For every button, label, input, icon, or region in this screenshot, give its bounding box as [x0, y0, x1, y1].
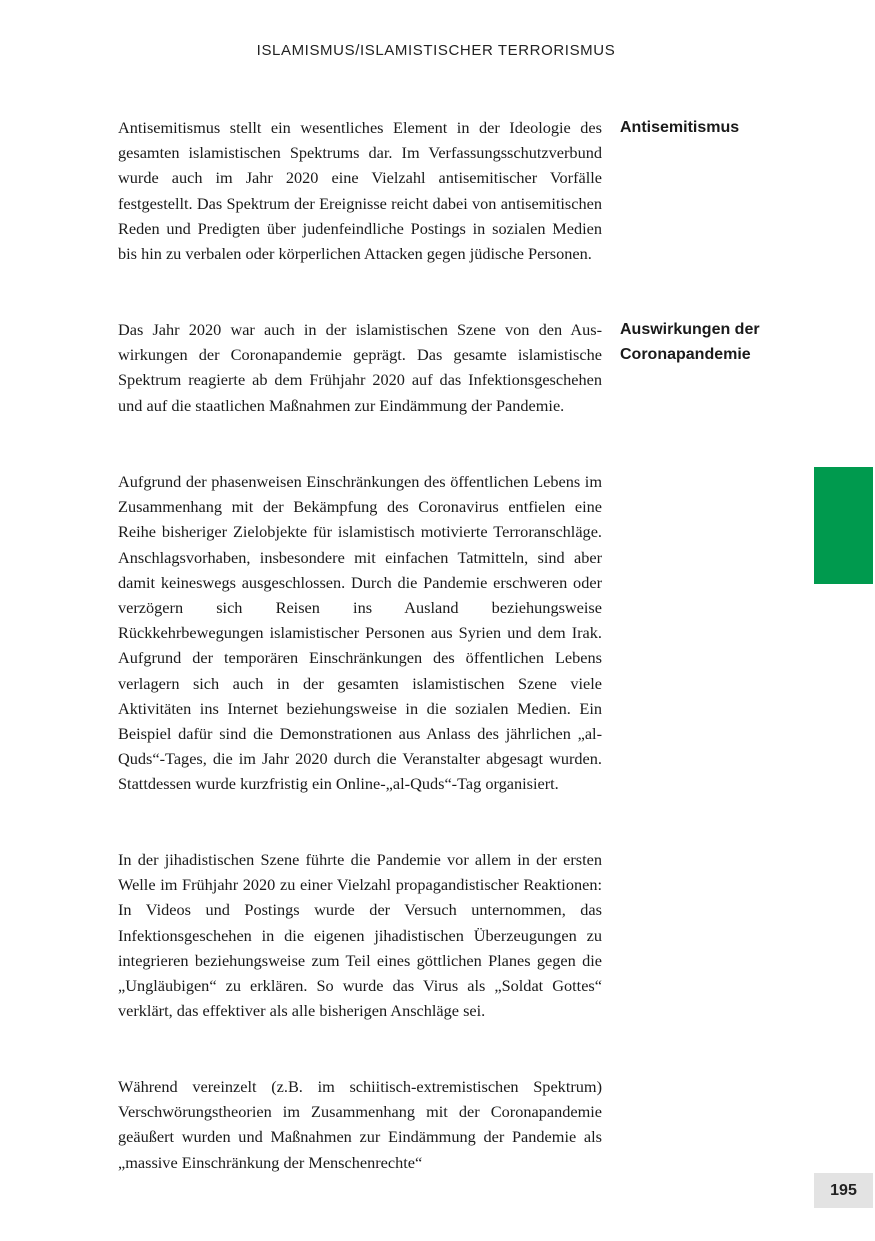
chapter-tab-marker	[814, 467, 873, 584]
paragraph-coronapandemie: Das Jahr 2020 war auch in der islamistischen Szene von den Auswirkungen der Coronapandemie geprägt. Das gesamte islamistische Spektrum reagierte ab dem Frühjahr 2020 auf das Infektionsgeschehen und auf die staatlichen Maßnahmen zur Eindämmung der Pandemie.	[118, 320, 602, 415]
paragraph-einschraenkungen: Aufgrund der phasenweisen Einschränkungen des öffentlichen Lebens im Zusammenhang mit der Bekämpfung des Coronavirus entfielen eine Reihe bisheriger Zielobjekte für islamistisch motivierte Terroranschläge. Anschlagsvorhaben, insbesondere mit einfachen Tatmitteln, sind aber damit keineswegs ausgeschlossen. Durch die Pandemie erschweren oder verzögern sich Reisen ins Ausland beziehungsweise Rückkehrbewegungen islamistischer Personen aus Syrien und dem Irak. Aufgrund der temporären Einschränkungen des öffentlichen Lebens verlagern sich auch in der gesamten islamistischen Szene viele Aktivitäten ins Internet beziehungsweise in die sozialen Medien. Ein Beispiel dafür sind die Demonstrationen aus Anlass des jährlichen „al-Quds“-Tages, die im Jahr 2020 durch die Veranstalter abgesagt wurden. Stattdessen wurde kurzfristig ein Online-„al-Quds“-Tag organisiert.	[118, 472, 602, 794]
page-number: 195	[830, 1181, 857, 1199]
paragraph-verschwoerungstheorien: Während vereinzelt (z.B. im schiitisch-extremistischen Spektrum) Verschwörungstheorien im Zusammenhang mit der Coronapandemie geäußert wurden und Maßnahmen zur Eindämmung der Pandemie als „massive Einschränkung der Menschenrechte“	[118, 1077, 602, 1172]
paragraph-antisemitismus: Antisemitismus stellt ein wesentliches Element in der Ideologie des gesamten islamistischen Spektrums dar. Im Verfassungsschutzverbund wurde auch im Jahr 2020 eine Vielzahl antisemitischer Vorfälle festgestellt. Das Spektrum der Ereignisse reicht dabei von antisemitischen Reden und Predigten über judenfeindliche Postings in sozialen Medien bis hin zu verbalen oder körperlichen Attacken gegen jüdische Personen.	[118, 118, 602, 264]
paragraph-jihadistische-szene: In der jihadistischen Szene führte die Pandemie vor allem in der ersten Welle im Frühjahr 2020 zu einer Vielzahl propagandistischer Reaktionen: In Videos und Postings wurde der Versuch unternommen, das Infektionsgeschehen in die eigenen jihadistischen Überzeugungen zu integrieren beziehungsweise zum Teil eines göttlichen Planes gegen die „Ungläubigen“ zu erklären. So wurde das Virus als „Soldat Gottes“ verklärt, das effektiver als alle bisherigen Anschläge sei.	[118, 850, 602, 1021]
margin-heading-coronapandemie: Auswirkungen der Coronapandemie	[620, 321, 760, 364]
margin-heading-antisemitismus: Antisemitismus	[620, 119, 740, 136]
page-number-box	[814, 1173, 873, 1208]
running-header: ISLAMISMUS/ISLAMISTISCHER TERRORISMUS	[256, 42, 616, 59]
